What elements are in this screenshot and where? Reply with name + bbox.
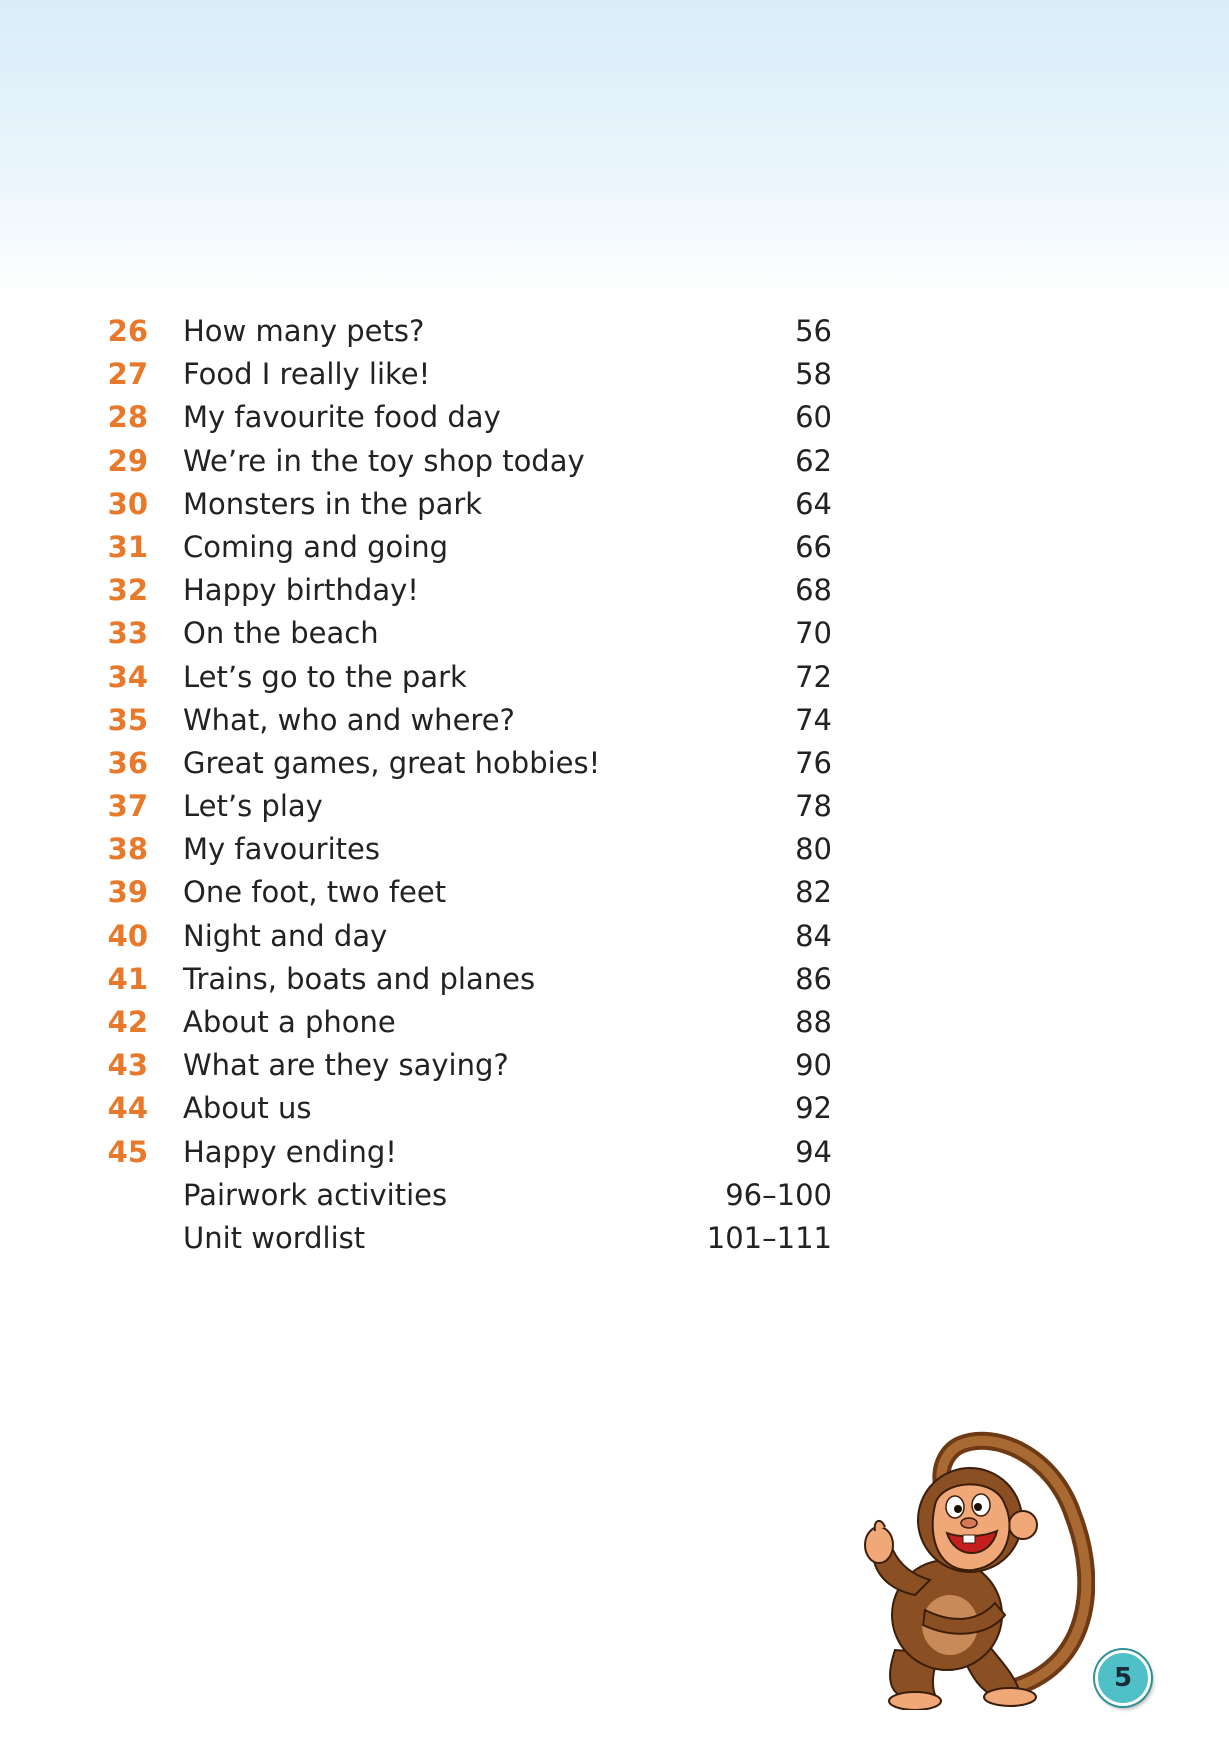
toc-row[interactable] xyxy=(0,1131,1229,1174)
unit-number: 27 xyxy=(107,357,148,392)
unit-title: What, who and where? xyxy=(183,702,515,737)
page-ref: 66 xyxy=(795,529,832,564)
unit-number: 28 xyxy=(107,400,148,435)
unit-number: 32 xyxy=(107,573,148,608)
page-ref: 64 xyxy=(795,486,832,521)
page-ref: 101–111 xyxy=(706,1220,832,1255)
unit-title: About us xyxy=(183,1091,312,1126)
toc-row[interactable] xyxy=(0,915,1229,958)
unit-number: 38 xyxy=(107,832,148,867)
toc-row[interactable] xyxy=(0,699,1229,742)
toc-row[interactable] xyxy=(0,742,1229,785)
toc-row[interactable] xyxy=(0,828,1229,871)
page-ref: 96–100 xyxy=(725,1177,832,1212)
unit-number: 29 xyxy=(107,443,148,478)
page-ref: 84 xyxy=(795,918,832,953)
unit-title: How many pets? xyxy=(183,314,425,348)
page-ref: 56 xyxy=(795,314,832,348)
unit-number: 45 xyxy=(107,1134,148,1169)
toc-row[interactable] xyxy=(0,958,1229,1001)
unit-title: Food I really like! xyxy=(183,357,431,392)
page-ref: 88 xyxy=(795,1005,832,1039)
unit-number: 33 xyxy=(107,616,148,651)
page-ref: 92 xyxy=(795,1091,832,1126)
unit-number: 37 xyxy=(107,789,148,824)
unit-title: We’re in the toy shop today xyxy=(183,443,585,478)
toc-row[interactable] xyxy=(0,483,1229,526)
unit-title: Happy ending! xyxy=(183,1134,397,1169)
page-ref: 70 xyxy=(795,616,832,651)
toc-row[interactable] xyxy=(0,785,1229,828)
table-of-contents xyxy=(0,310,1229,1260)
page-ref: 60 xyxy=(795,400,832,435)
toc-row[interactable] xyxy=(0,526,1229,569)
page-ref: 74 xyxy=(795,702,832,737)
toc-row[interactable] xyxy=(0,612,1229,655)
toc-row[interactable] xyxy=(0,353,1229,396)
unit-number: 44 xyxy=(107,1091,148,1126)
unit-title: Let’s go to the park xyxy=(183,659,467,694)
toc-row[interactable] xyxy=(0,1087,1229,1130)
toc-row[interactable] xyxy=(0,440,1229,483)
unit-title: On the beach xyxy=(183,616,379,651)
unit-title: Pairwork activities xyxy=(183,1177,448,1212)
toc-row[interactable] xyxy=(0,1217,1229,1260)
toc-row[interactable] xyxy=(0,871,1229,914)
unit-title: Great games, great hobbies! xyxy=(183,745,601,780)
page-ref: 90 xyxy=(795,1048,832,1083)
unit-title: My favourites xyxy=(183,832,380,867)
unit-title: My favourite food day xyxy=(183,400,501,435)
unit-title: Let’s play xyxy=(183,789,323,824)
unit-title: What are they saying? xyxy=(183,1048,509,1083)
page-ref: 80 xyxy=(795,832,832,867)
unit-title: One foot, two feet xyxy=(183,875,447,910)
page-ref: 78 xyxy=(795,789,832,824)
unit-title: Trains, boats and planes xyxy=(183,961,536,996)
unit-number: 42 xyxy=(107,1005,148,1039)
page-ref: 62 xyxy=(795,443,832,478)
unit-title: Happy birthday! xyxy=(183,573,419,608)
unit-number: 34 xyxy=(107,659,148,694)
unit-title: Coming and going xyxy=(183,529,449,564)
unit-number: 41 xyxy=(107,961,148,996)
unit-number: 39 xyxy=(107,875,148,910)
page-ref: 58 xyxy=(795,357,832,392)
unit-title: About a phone xyxy=(183,1005,396,1039)
unit-title: Monsters in the park xyxy=(183,486,483,521)
unit-number: 26 xyxy=(107,314,148,348)
toc-row[interactable] xyxy=(0,1174,1229,1217)
page-ref: 94 xyxy=(795,1134,832,1169)
page-ref: 72 xyxy=(795,659,832,694)
toc-row[interactable] xyxy=(0,569,1229,612)
page-ref: 82 xyxy=(795,875,832,910)
page-ref: 76 xyxy=(795,745,832,780)
unit-title: Unit wordlist xyxy=(183,1220,366,1255)
toc-row[interactable] xyxy=(0,310,1229,353)
monkey-illustration xyxy=(855,1425,1095,1710)
unit-title: Night and day xyxy=(183,918,388,953)
unit-number: 43 xyxy=(107,1048,148,1083)
toc-row[interactable] xyxy=(0,1001,1229,1044)
unit-number: 35 xyxy=(107,702,148,737)
unit-number: 40 xyxy=(107,918,148,953)
toc-row[interactable] xyxy=(0,396,1229,439)
page-ref: 86 xyxy=(795,961,832,996)
toc-row[interactable] xyxy=(0,656,1229,699)
unit-number: 36 xyxy=(107,745,148,780)
unit-number: 31 xyxy=(107,529,148,564)
page-ref: 68 xyxy=(795,573,832,608)
page-number-badge: 5 xyxy=(1095,1650,1151,1706)
toc-row[interactable] xyxy=(0,1044,1229,1087)
unit-number: 30 xyxy=(107,486,148,521)
